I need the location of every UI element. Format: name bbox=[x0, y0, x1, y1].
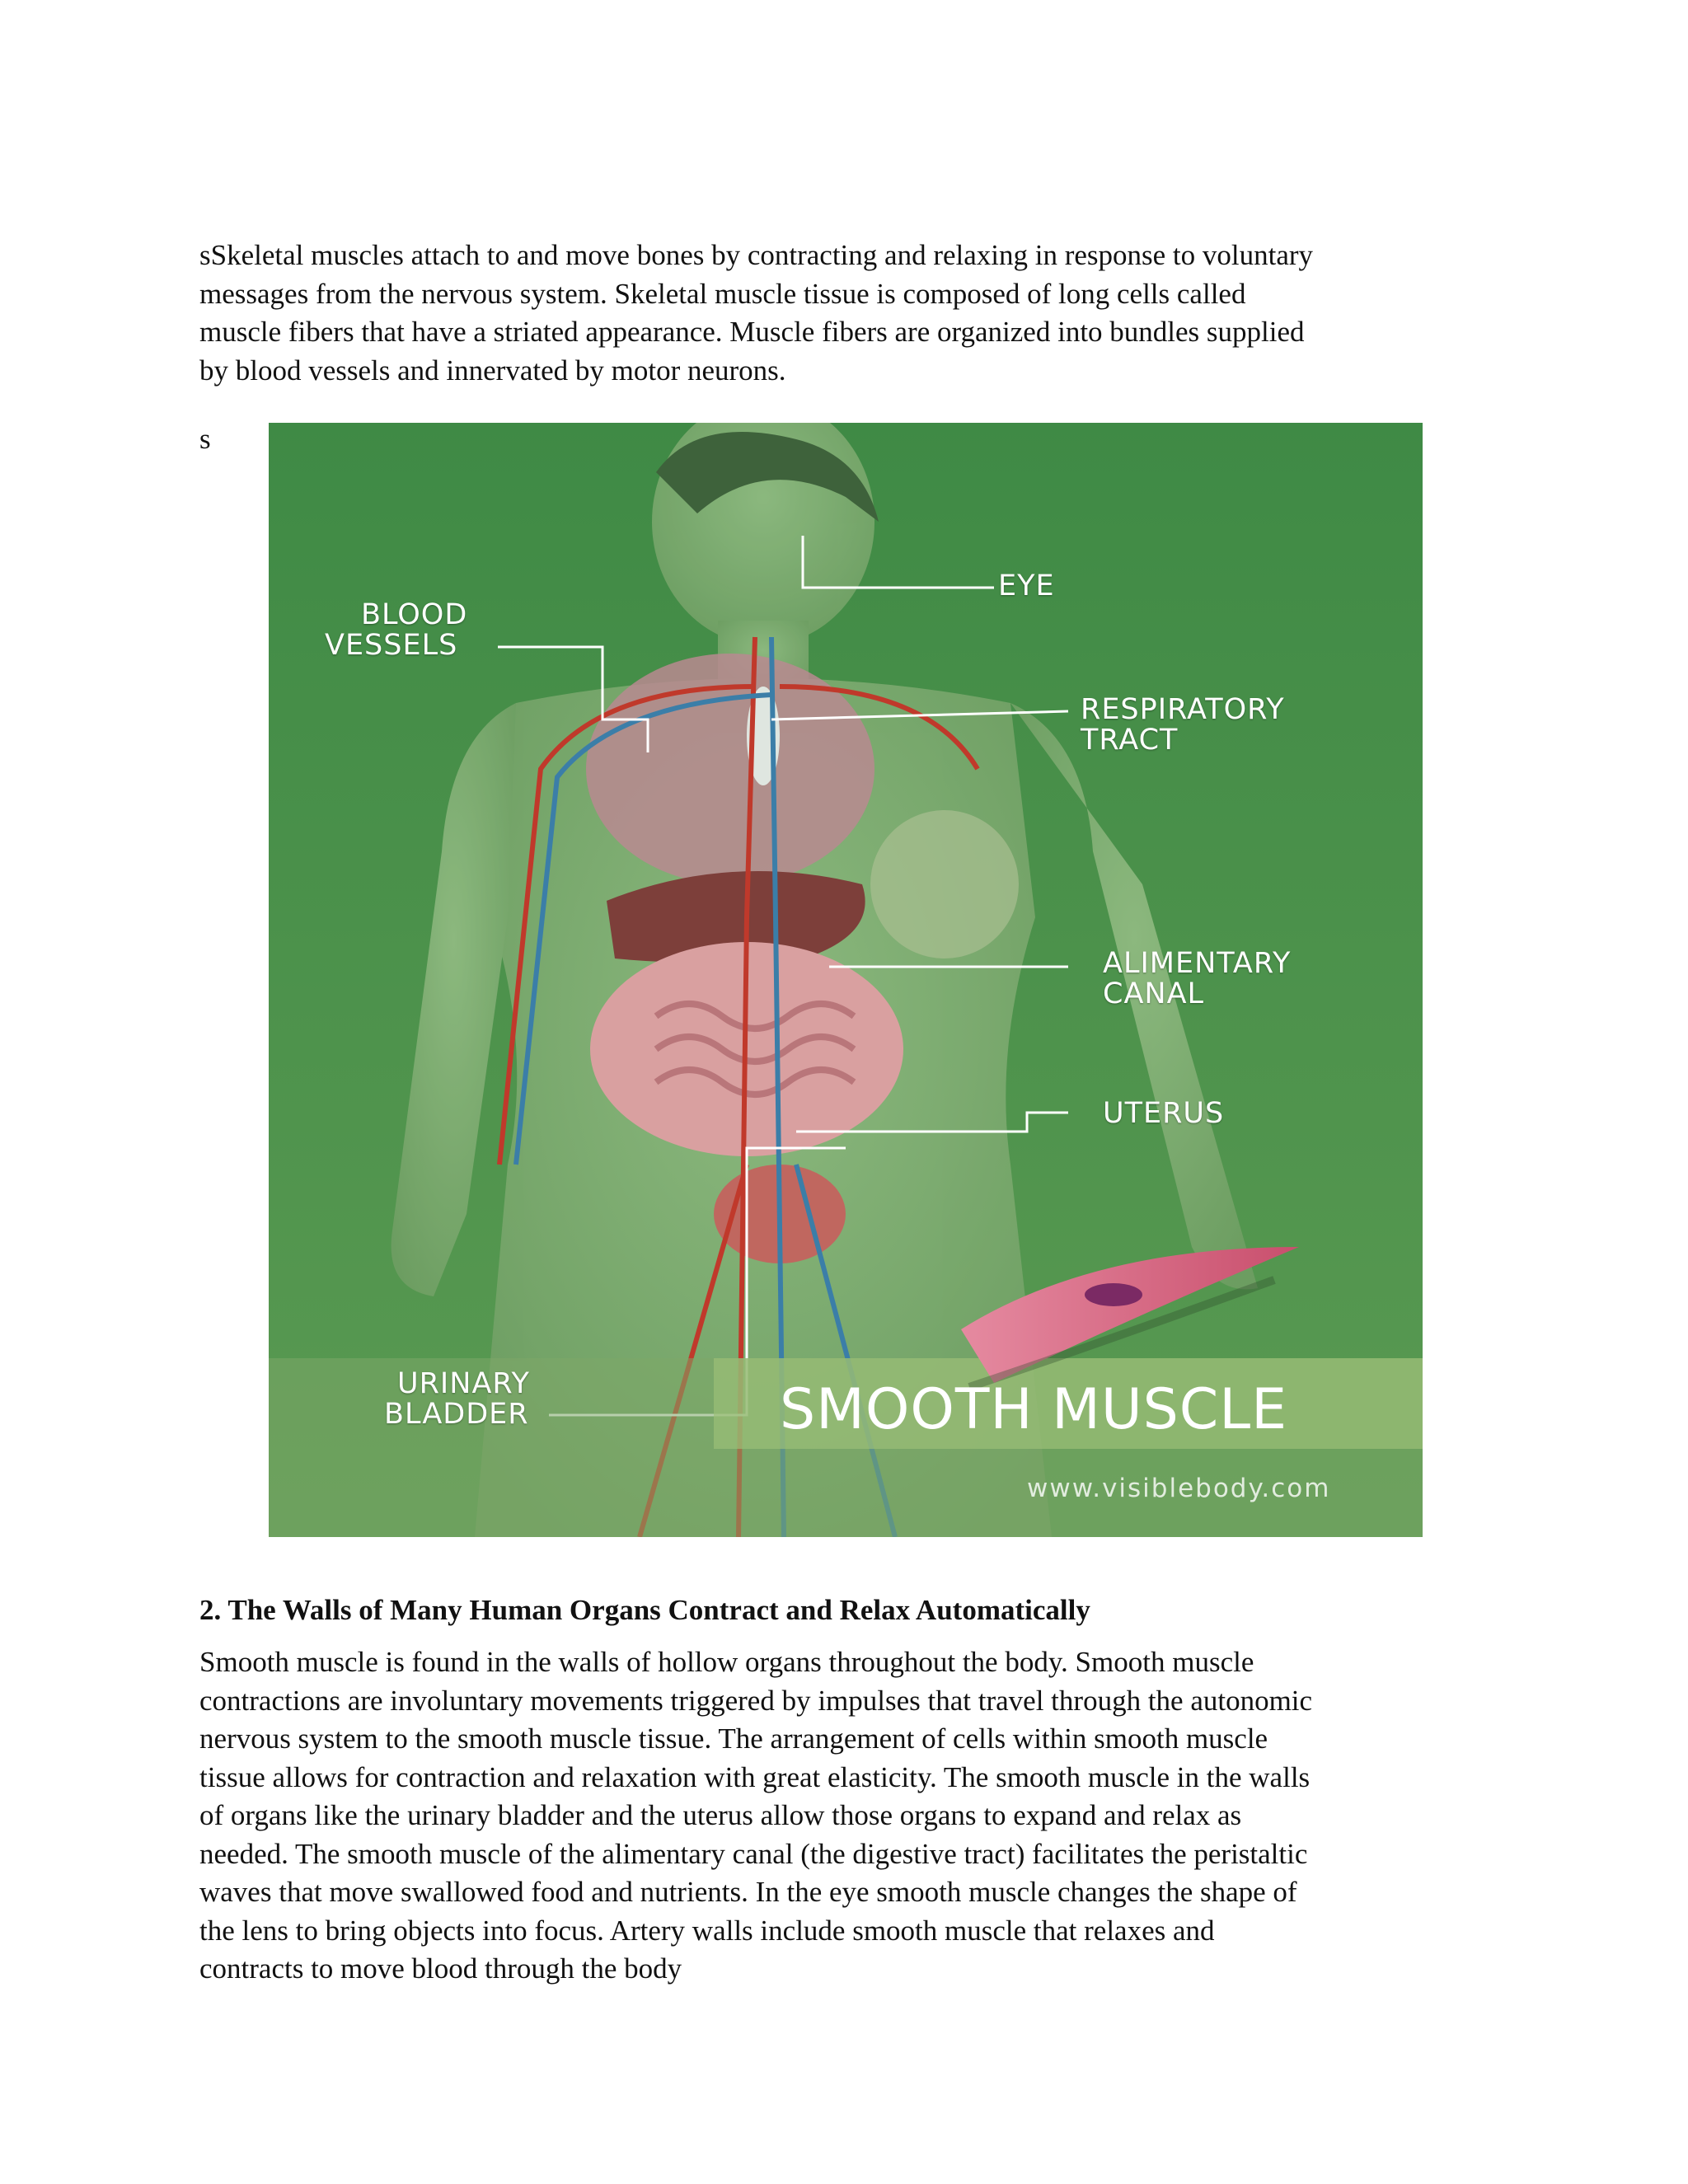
section-line: contracts to move blood through the body bbox=[199, 1952, 682, 1985]
intro-line: muscle fibers that have a striated appearance. Muscle fibers are organized into bundles supplied bbox=[199, 316, 1305, 348]
section-line: nervous system to the smooth muscle tissue. The arrangement of cells within smooth muscle bbox=[199, 1722, 1268, 1755]
section-paragraph bbox=[199, 1643, 1485, 1989]
section-line: needed. The smooth muscle of the alimentary canal (the digestive tract) facilitates the peristaltic bbox=[199, 1837, 1308, 1870]
intro-line: sSkeletal muscles attach to and move bones by contracting and relaxing in response to voluntary bbox=[199, 239, 1314, 271]
section-heading: 2. The Walls of Many Human Organs Contract and Relax Automatically bbox=[199, 1594, 1090, 1626]
label-uterus: UTERUS bbox=[1103, 1097, 1225, 1130]
label-respiratory-tract: RESPIRATORY TRACT bbox=[1081, 693, 1285, 757]
stray-character: s bbox=[199, 423, 211, 455]
section-line: Smooth muscle is found in the walls of hollow organs throughout the body. Smooth muscle bbox=[199, 1646, 1254, 1678]
intro-line: by blood vessels and innervated by motor neurons. bbox=[199, 354, 786, 387]
smooth-muscle-figure bbox=[269, 423, 1423, 1537]
banner-title: SMOOTH MUSCLE bbox=[780, 1377, 1288, 1442]
section-line: contractions are involuntary movements triggered by impulses that travel through the autonomic bbox=[199, 1684, 1313, 1717]
section-line: tissue allows for contraction and relaxation with great elasticity. The smooth muscle in the walls bbox=[199, 1760, 1311, 1793]
intro-paragraph bbox=[199, 237, 1485, 390]
label-blood-vessels: BLOOD VESSELS bbox=[325, 598, 468, 662]
section-line: waves that move swallowed food and nutrients. In the eye smooth muscle changes the shape of bbox=[199, 1876, 1297, 1908]
label-urinary-bladder: URINARY BLADDER bbox=[384, 1367, 530, 1431]
watermark-url: www.visiblebody.com bbox=[1027, 1474, 1331, 1503]
section-line: of organs like the urinary bladder and the uterus allow those organs to expand and relax as bbox=[199, 1799, 1242, 1831]
intro-line: messages from the nervous system. Skeletal muscle tissue is composed of long cells called bbox=[199, 277, 1246, 310]
section-line: the lens to bring objects into focus. Artery walls include smooth muscle that relaxes and bbox=[199, 1914, 1215, 1947]
label-eye: EYE bbox=[998, 569, 1055, 602]
label-alimentary-canal: ALIMENTARY CANAL bbox=[1103, 947, 1292, 1010]
